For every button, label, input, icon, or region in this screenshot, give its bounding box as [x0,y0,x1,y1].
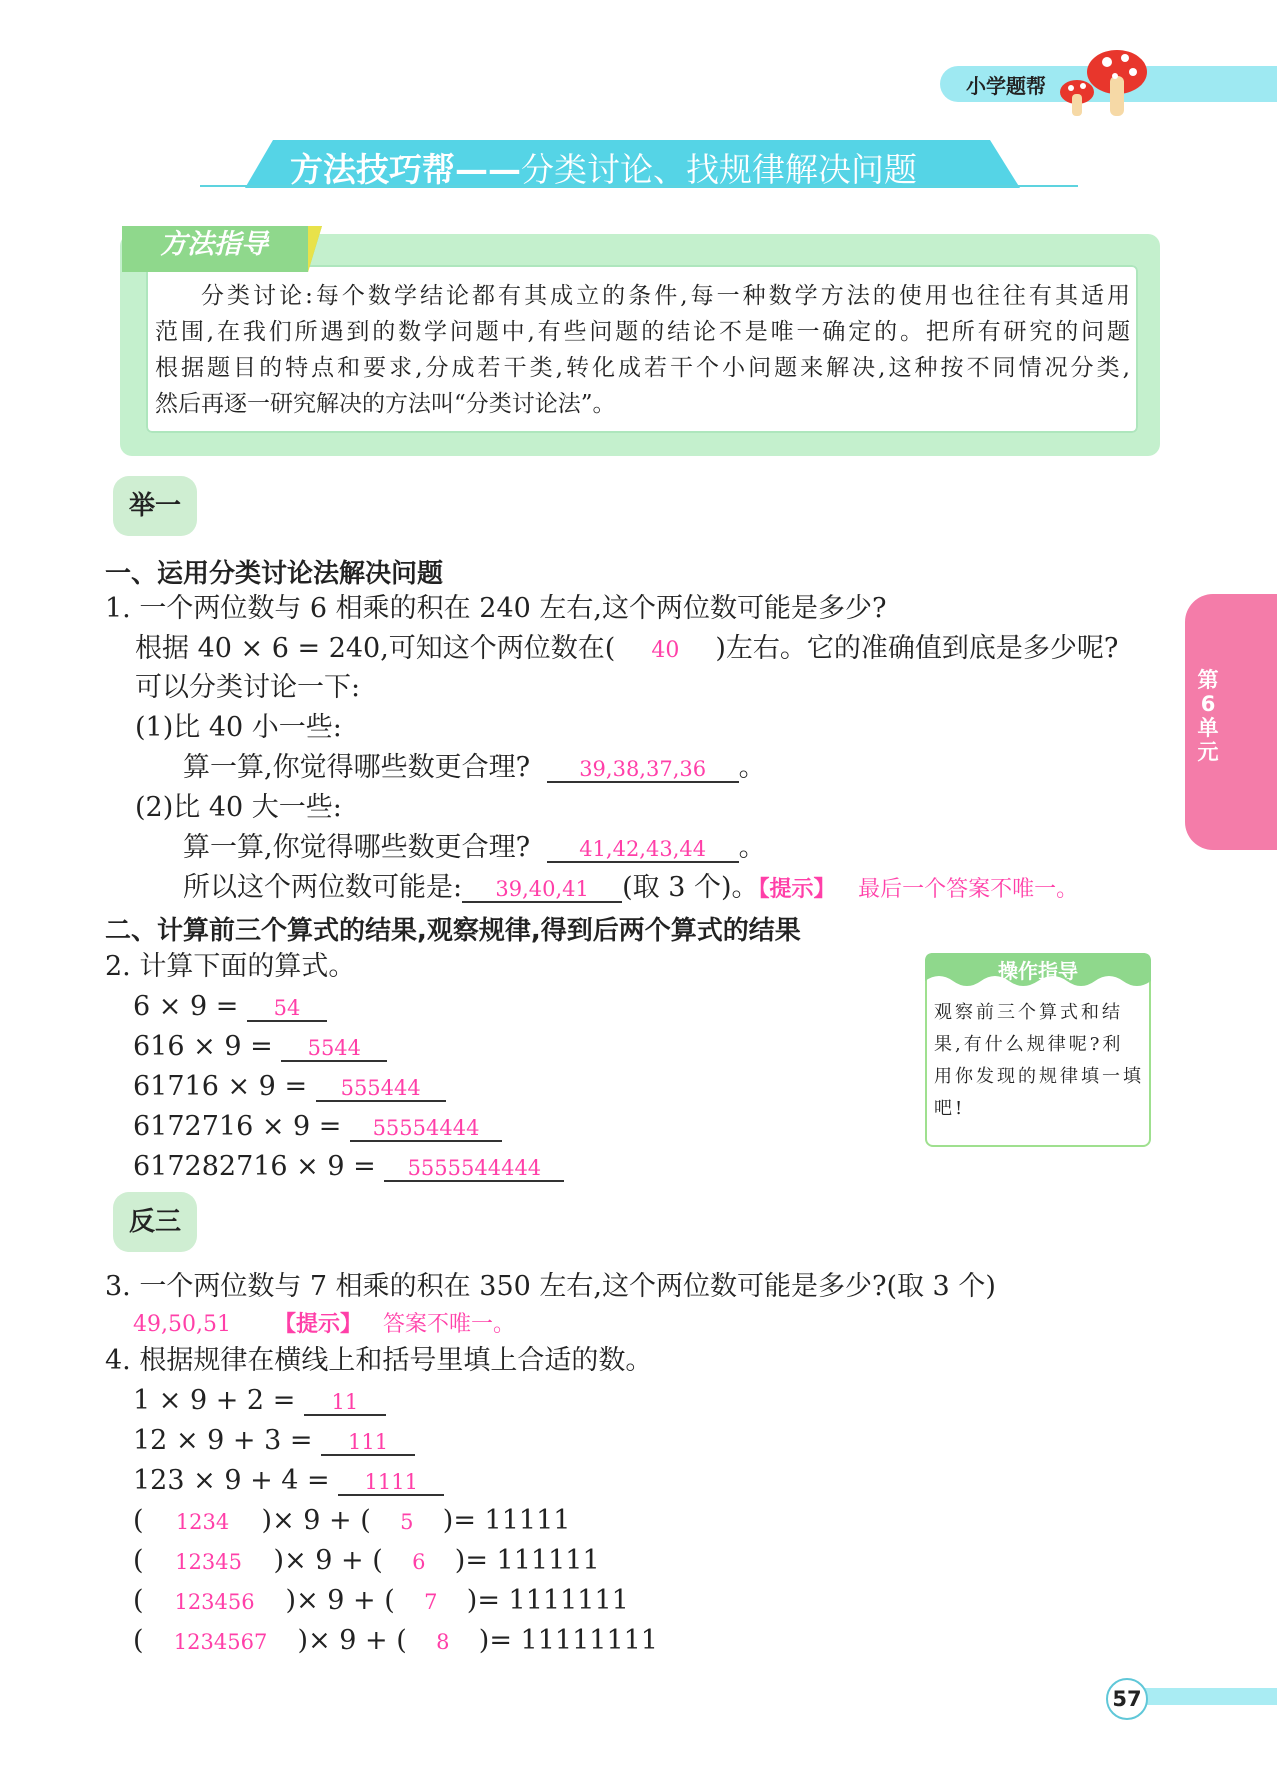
method-line: 根据题目的特点和要求,分成若干类,转化成若干个小问题来解决,这种按不同情况分类, [155,355,1130,381]
method-line: 分类讨论:每个数学结论都有其成立的条件,每一种数学方法的使用也往往有其适用 [201,283,1130,309]
paren-close: )= [466,1585,509,1616]
question-1-line3: 可以分类讨论一下: [135,672,361,703]
q3-answer-line [133,1308,515,1342]
question-3-stem: 3. 一个两位数与 7 相乘的积在 350 左右,这个两位数可能是多少?(取 3 个) [105,1271,996,1302]
q1-final [183,871,1078,907]
q1-line2-pre: 根据 40 × 6 = 240,可知这个两位数在( [135,633,616,664]
period: 。 [738,832,766,863]
paren-open: ( [133,1585,144,1616]
question-1-stem: 1. 一个两位数与 6 相乘的积在 240 左右,这个两位数可能是多少? [105,593,887,624]
q4-paren-row [133,1624,658,1659]
q1-sub2-answer: 41,42,43,44 [547,837,739,863]
paren-open: ( [133,1545,144,1576]
q4-expr: 123 × 9 + 4 = [133,1465,330,1496]
q2-row [133,1150,564,1184]
q2-answer: 555444 [316,1076,446,1102]
q1-sub2-label: (2)比 40 大一些: [135,792,342,823]
q4-answer: 11 [304,1390,386,1416]
q4-answer: 111 [321,1430,415,1456]
q2-answer: 54 [247,996,327,1022]
times9: )× 9 + ( [285,1585,395,1616]
page-number: 57 [1106,1678,1148,1720]
q4-expr: 1 × 9 + 2 = [133,1385,296,1416]
guide-title: 操作指导 [998,959,1078,983]
q4-answer: 1111 [338,1470,444,1496]
page-title [290,144,917,191]
q1-sub1-answer: 39,38,37,36 [547,757,739,783]
hint-tag: 【提示】 [758,877,836,902]
paren-close: )= [478,1625,521,1656]
method-line: 然后再逐一研究解决的方法叫“分类讨论法”。 [155,391,616,417]
q1-sub2-question: 算一算,你觉得哪些数更合理? [183,832,531,863]
times9: )× 9 + ( [297,1625,407,1656]
q2-expr: 61716 × 9 = [133,1071,308,1102]
q1-sub1 [183,751,766,785]
q4-paren-a: 12345 [175,1550,242,1574]
times9: )× 9 + ( [261,1505,371,1536]
brand-label: 小学题帮 [966,74,1046,98]
paren-close: )= [442,1505,485,1536]
section-pill-fansan: 反三 [113,1192,197,1252]
q2-row [133,1070,446,1104]
q4-result: 1111111 [508,1585,629,1616]
section-heading-2: 二、计算前三个算式的结果,观察规律,得到后两个算式的结果 [105,916,801,946]
hint-text: 答案不唯一。 [382,1312,515,1337]
question-4-stem: 4. 根据规律在横线上和括号里填上合适的数。 [105,1345,653,1376]
q2-expr: 6 × 9 = [133,991,239,1022]
q3-answer: 49,50,51 [133,1312,231,1337]
q1-final-post: (取 3 个)。 [622,872,759,903]
section-pill-juyi: 举一 [113,476,197,536]
q1-sub1-label: (1)比 40 小一些: [135,712,342,743]
hint-tag: 【提示】 [273,1312,362,1337]
q4-paren-a: 1234 [175,1510,230,1534]
method-paragraph [155,278,1130,422]
period: 。 [738,752,766,783]
guide-text: 观察前三个算式和结果,有什么规律呢?利用你发现的规律填一填吧! [934,1002,1144,1119]
q1-final-answer: 39,40,41 [462,877,622,903]
q4-paren-row [133,1584,629,1619]
q2-answer: 5555544444 [384,1156,564,1182]
q4-paren-b: 7 [424,1590,438,1614]
q2-answer: 55554444 [350,1116,502,1142]
title-sub: 分类讨论、找规律解决问题 [521,150,917,189]
question-1-line2 [135,632,1118,668]
mushroom-icon [1055,42,1155,120]
method-tag: 方法指导 [160,229,268,260]
q2-expr: 6172716 × 9 = [133,1111,342,1142]
times9: )× 9 + ( [273,1545,383,1576]
q1-sub1-question: 算一算,你觉得哪些数更合理? [183,752,531,783]
q4-expr: 12 × 9 + 3 = [133,1425,313,1456]
q4-row [133,1424,415,1458]
q4-paren-b: 8 [436,1630,450,1654]
q4-paren-a: 123456 [174,1590,255,1614]
hint-text: 最后一个答案不唯一。 [858,877,1079,902]
title-main: 方法技巧帮—— [290,150,521,189]
q2-row [133,1110,502,1144]
method-line: 范围,在我们所遇到的数学问题中,有些问题的结论不是唯一确定的。把所有研究的问题 [155,319,1130,345]
paren-open: ( [133,1625,144,1656]
q4-result: 111111 [496,1545,600,1576]
question-2-stem: 2. 计算下面的算式。 [105,951,356,982]
q4-result: 11111 [484,1505,571,1536]
q2-row [133,1030,387,1064]
q4-paren-row [133,1504,570,1539]
q4-row [133,1464,444,1498]
q1-line2-post: )左右。它的准确值到底是多少呢? [715,633,1119,664]
q4-paren-a: 1234567 [173,1630,268,1654]
q2-expr: 617282716 × 9 = [133,1151,376,1182]
paren-open: ( [133,1505,144,1536]
q1-sub2 [183,831,766,865]
q2-expr: 616 × 9 = [133,1031,273,1062]
q4-paren-row [133,1544,600,1579]
q1-final-pre: 所以这个两位数可能是: [183,872,463,903]
q4-row [133,1384,386,1418]
q2-answer: 5544 [281,1036,387,1062]
q4-paren-b: 5 [400,1510,414,1534]
q4-result: 11111111 [520,1625,658,1656]
paren-close: )= [454,1545,497,1576]
q2-row [133,990,327,1024]
q4-paren-b: 6 [412,1550,426,1574]
unit-label: 第6单元 [1197,668,1219,764]
q1-answer-40: 40 [651,638,680,663]
section-heading-1: 一、运用分类讨论法解决问题 [105,559,444,589]
